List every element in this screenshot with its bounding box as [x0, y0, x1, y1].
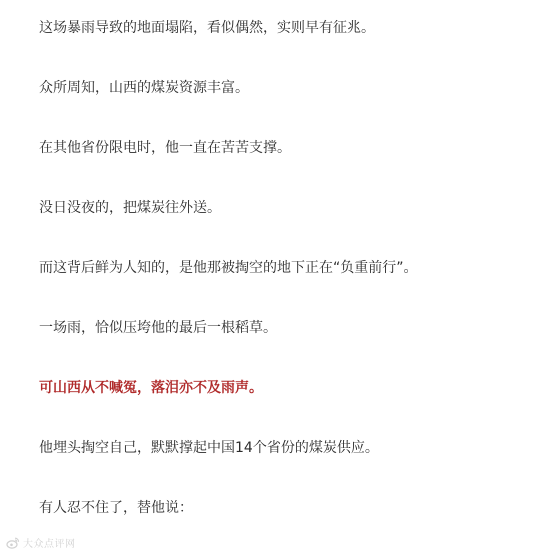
weibo-logo-icon: [6, 536, 20, 550]
watermark: [6, 535, 76, 550]
paragraph-1: 这场暴雨导致的地面塌陷，看似偶然，实则早有征兆。: [39, 20, 375, 36]
paragraph-4: 没日没夜的，把煤炭往外送。: [39, 200, 221, 216]
watermark-text: 大众点评网: [23, 539, 76, 550]
paragraph-2: 众所周知，山西的煤炭资源丰富。: [39, 80, 249, 96]
paragraph-6: 一场雨，恰似压垮他的最后一根稻草。: [39, 320, 277, 336]
paragraph-3: 在其他省份限电时，他一直在苦苦支撑。: [39, 140, 291, 156]
paragraph-9: 有人忍不住了，替他说：: [39, 500, 193, 516]
paragraph-5: 而这背后鲜为人知的，是他那被掏空的地下正在“负重前行”。: [39, 260, 418, 276]
emphasized-paragraph: 可山西从不喊冤，落泪亦不及雨声。: [39, 380, 263, 396]
paragraph-8: 他埋头掏空自己，默默撑起中国14个省份的煤炭供应。: [39, 440, 379, 456]
